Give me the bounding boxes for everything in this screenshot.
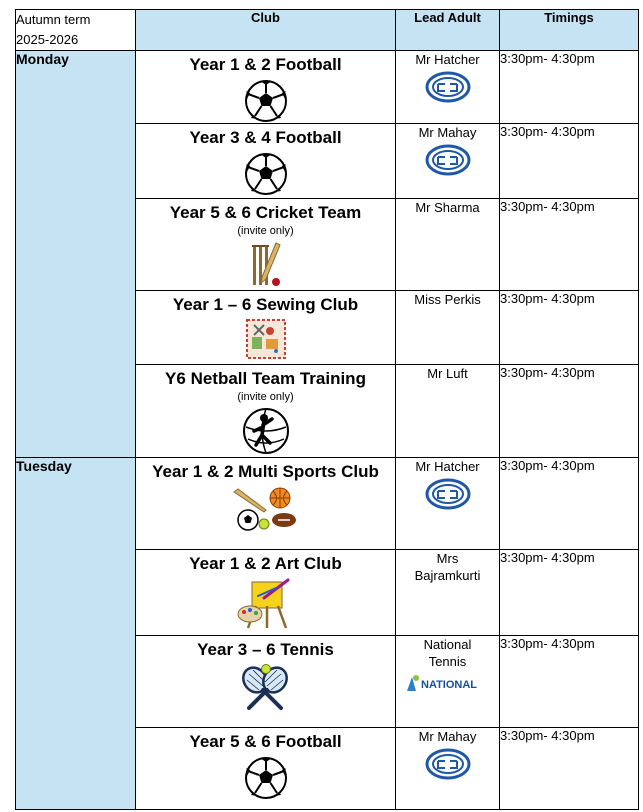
- club-cell: [136, 51, 396, 124]
- lead-adult-cell: [396, 728, 500, 810]
- term-cell: [16, 10, 136, 51]
- football-icon: [244, 79, 288, 123]
- club-name: Y6 Netball Team Training: [165, 369, 366, 388]
- club-name: Year 5 & 6 Football: [189, 732, 342, 751]
- coaching-logo: [425, 71, 471, 103]
- art-icon: [236, 578, 296, 630]
- lead-adult-name: Tennis: [428, 654, 467, 669]
- sewing-icon: [246, 319, 286, 359]
- clubs-table: [15, 9, 639, 810]
- club-name: Year 3 – 6 Tennis: [197, 640, 334, 659]
- club-cell: [136, 728, 396, 810]
- lead-adult-name: Bajramkurti: [414, 568, 481, 583]
- lead-adult-cell: [396, 365, 500, 458]
- football-icon: [244, 756, 288, 800]
- lead-adult-name: Mr Luft: [427, 366, 468, 381]
- day-cell-monday: Monday: [16, 51, 136, 458]
- timing-cell: 3:30pm- 4:30pm: [500, 199, 639, 291]
- lead-adult-name: Mr Hatcher: [415, 52, 480, 67]
- multi-sports-icon: [230, 486, 302, 532]
- timings-column-header: Timings: [500, 10, 639, 51]
- club-cell: [136, 199, 396, 291]
- lead-adult-cell: [396, 636, 500, 728]
- table-header-row: [16, 10, 639, 51]
- national-logo-text: NATIONAL: [420, 679, 477, 691]
- club-cell: [136, 365, 396, 458]
- football-icon: [244, 152, 288, 196]
- timing-cell: 3:30pm- 4:30pm: [500, 51, 639, 124]
- lead-adult-title: Mrs: [436, 551, 459, 566]
- lead-adult-cell: [396, 550, 500, 636]
- timing-cell: 3:30pm- 4:30pm: [500, 124, 639, 199]
- lead-adult-name: Mr Mahay: [418, 729, 477, 744]
- lead-adult-name: Miss Perkis: [414, 292, 481, 307]
- club-note: (invite only): [237, 391, 294, 403]
- lead-adult-cell: [396, 291, 500, 365]
- lead-adult-title: National: [423, 637, 472, 652]
- club-name: Year 1 & 2 Multi Sports Club: [152, 462, 379, 481]
- timing-cell: 3:30pm- 4:30pm: [500, 636, 639, 728]
- timing-cell: 3:30pm- 4:30pm: [500, 550, 639, 636]
- table-row: [16, 51, 639, 124]
- club-name: Year 1 & 2 Football: [189, 55, 342, 74]
- club-cell: [136, 550, 396, 636]
- table-row: [16, 458, 639, 550]
- club-name: Year 5 & 6 Cricket Team: [169, 203, 362, 222]
- club-name: Year 1 – 6 Sewing Club: [172, 295, 359, 314]
- club-note: (invite only): [237, 225, 294, 237]
- timing-cell: 3:30pm- 4:30pm: [500, 291, 639, 365]
- club-column-header: Club: [136, 10, 396, 51]
- day-cell-tuesday: Tuesday: [16, 458, 136, 810]
- tennis-icon: [237, 664, 295, 710]
- lead-adult-cell: [396, 199, 500, 291]
- club-cell: [136, 636, 396, 728]
- lead-adult-cell: [396, 51, 500, 124]
- cricket-icon: [244, 241, 288, 289]
- lead-adult-cell: [396, 458, 500, 550]
- timing-cell: 3:30pm- 4:30pm: [500, 728, 639, 810]
- timing-cell: 3:30pm- 4:30pm: [500, 458, 639, 550]
- term-label: Autumn term: [16, 12, 91, 27]
- lead-adult-cell: [396, 124, 500, 199]
- coaching-logo: [425, 748, 471, 780]
- lead-adult-name: Mr Sharma: [415, 200, 480, 215]
- lead-adult-name: Mr Hatcher: [415, 459, 480, 474]
- club-cell: [136, 458, 396, 550]
- lead-adult-name: Mr Mahay: [418, 125, 477, 140]
- netball-icon: [242, 407, 290, 455]
- coaching-logo: [425, 144, 471, 176]
- club-name: Year 1 & 2 Art Club: [189, 554, 342, 573]
- timing-cell: 3:30pm- 4:30pm: [500, 365, 639, 458]
- club-cell: [136, 291, 396, 365]
- coaching-logo: [425, 478, 471, 510]
- club-cell: [136, 124, 396, 199]
- lead-adult-column-header: Lead Adult: [396, 10, 500, 51]
- term-year: 2025-2026: [16, 32, 79, 47]
- club-name: Year 3 & 4 Football: [189, 128, 342, 147]
- national-logo: [403, 673, 493, 695]
